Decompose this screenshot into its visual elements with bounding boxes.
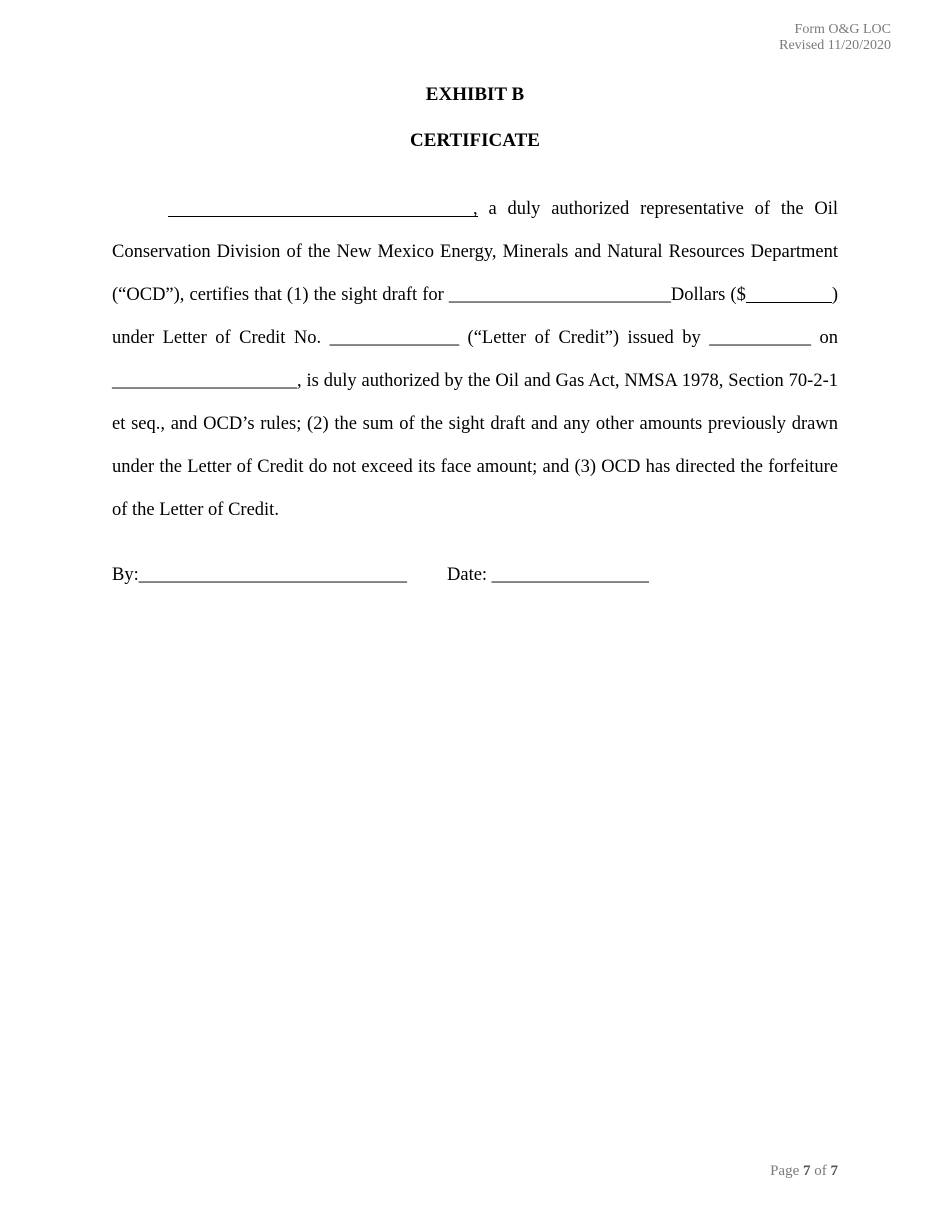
of-label: of bbox=[814, 1163, 827, 1179]
body-line-8: of the Letter of Credit. bbox=[112, 500, 279, 520]
body-line-2: Conservation Division of the New Mexico Energy, Minerals and Natural Resources Department bbox=[112, 242, 838, 262]
body-line-5: ____________________, is duly authorized by the Oil and Gas Act, NMSA 1978, Section 70-2-1 bbox=[112, 371, 838, 391]
revision-date: Revised 11/20/2020 bbox=[779, 38, 891, 53]
body-line-3 bbox=[112, 284, 838, 306]
body-line-7: under the Letter of Credit do not exceed its face amount; and (3) OCD has directed the forfeiture bbox=[112, 457, 838, 477]
exhibit-title: EXHIBIT B bbox=[425, 84, 525, 105]
body-line-3-close: ) bbox=[831, 285, 838, 305]
form-label: Form O&G LOC bbox=[794, 22, 891, 37]
dollar-amount-blank[interactable] bbox=[746, 284, 832, 303]
body-line-6: et seq., and OCD’s rules; (2) the sum of the sight draft and any other amounts previously drawn bbox=[112, 414, 838, 434]
body-line-1-text: a duly authorized representative of the Oil bbox=[488, 199, 838, 219]
body-line-4: under Letter of Credit No. ______________ (“Letter of Credit”) issued by ___________ on bbox=[112, 328, 838, 348]
body-line-3-text: (“OCD”), certifies that (1) the sight draft for ________________________Dollars ($ bbox=[112, 285, 746, 305]
page-current: 7 bbox=[803, 1163, 811, 1179]
page-total: 7 bbox=[830, 1163, 838, 1179]
representative-name-blank[interactable] bbox=[168, 198, 473, 217]
by-signature-field[interactable]: By:_____________________________ bbox=[112, 565, 407, 585]
page-label: Page bbox=[770, 1163, 800, 1179]
representative-comma: , bbox=[473, 199, 478, 219]
date-field[interactable]: Date: _________________ bbox=[447, 565, 649, 585]
body-line-1 bbox=[168, 198, 838, 220]
certificate-title: CERTIFICATE bbox=[410, 130, 540, 151]
page-number bbox=[770, 1163, 838, 1180]
form-header bbox=[779, 22, 891, 54]
